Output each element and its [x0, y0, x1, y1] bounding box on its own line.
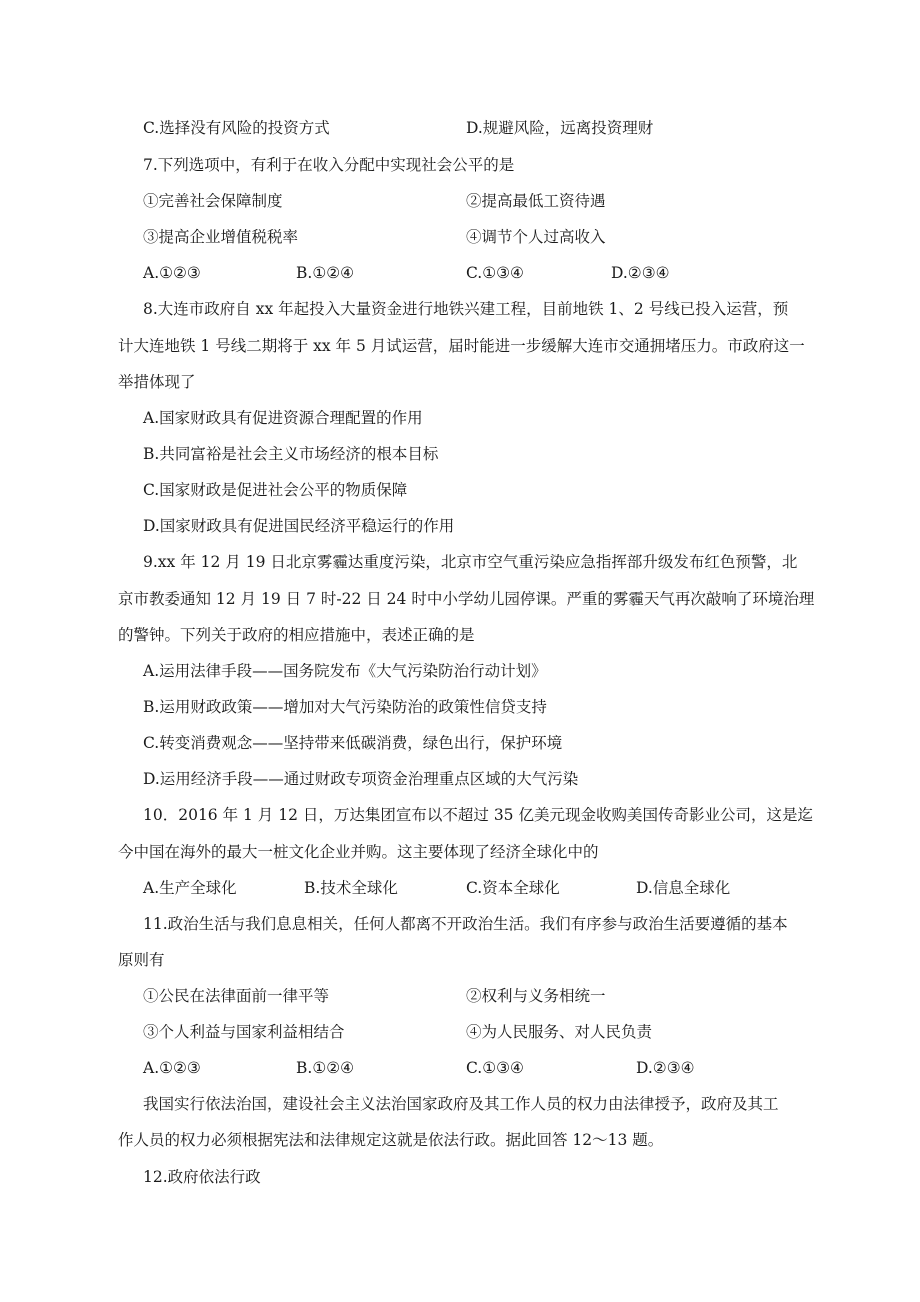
q7-option-d: D.②③④ — [611, 264, 670, 282]
q9-option-d: D.运用经济手段——通过财政专项资金治理重点区域的大气污染 — [143, 770, 579, 788]
q9-option-a: A.运用法律手段——国务院发布《大气污染防治行动计划》 — [143, 662, 547, 680]
q6-option-d: D.规避风险，远离投资理财 — [466, 119, 654, 137]
q8-stem-line-3: 举措体现了 — [118, 373, 196, 391]
q8-option-c: C.国家财政是促进社会公平的物质保障 — [143, 481, 408, 499]
q10-option-d: D.信息全球化 — [636, 879, 731, 897]
q10-option-a: A.生产全球化 — [143, 879, 237, 897]
q11-option-d: D.②③④ — [636, 1059, 695, 1077]
passage-line-1: 我国实行依法治国，建设社会主义法治国家政府及其工作人员的权力由法律授予，政府及其工 — [143, 1095, 779, 1113]
q11-item-2: ②权利与义务相统一 — [466, 987, 606, 1005]
passage-line-2: 作人员的权力必须根据宪法和法律规定这就是依法行政。据此回答 12～13 题。 — [118, 1131, 664, 1149]
q7-option-b: B.①②④ — [296, 264, 355, 282]
q8-option-b: B.共同富裕是社会主义市场经济的根本目标 — [143, 445, 439, 463]
q12-stem: 12.政府依法行政 — [143, 1168, 261, 1186]
q7-item-1: ①完善社会保障制度 — [143, 192, 283, 210]
q7-item-2: ②提高最低工资待遇 — [466, 192, 606, 210]
q11-item-3: ③个人利益与国家利益相结合 — [143, 1023, 345, 1041]
q9-option-b: B.运用财政政策——增加对大气污染防治的政策性信贷支持 — [143, 698, 547, 716]
q9-option-c: C.转变消费观念——坚持带来低碳消费，绿色出行，保护环境 — [143, 734, 563, 752]
q7-option-a: A.①②③ — [143, 264, 201, 282]
q10-option-c: C.资本全球化 — [466, 879, 560, 897]
q7-item-3: ③提高企业增值税税率 — [143, 228, 299, 246]
q7-item-4: ④调节个人过高收入 — [466, 228, 606, 246]
q11-stem-line-1: 11.政治生活与我们息息相关，任何人都离不开政治生活。我们有序参与政治生活要遵循的基本 — [143, 915, 788, 933]
q8-option-d: D.国家财政具有促进国民经济平稳运行的作用 — [143, 517, 455, 535]
q9-stem-line-2: 京市教委通知 12 月 19 日 7 时-22 日 24 时中小学幼儿园停课。严重的雾霾天气再次敲响了环境治理 — [118, 590, 815, 608]
q11-option-b: B.①②④ — [296, 1059, 355, 1077]
q9-stem-line-3: 的警钟。下列关于政府的相应措施中，表述正确的是 — [118, 626, 475, 644]
q8-stem-line-1: 8.大连市政府自 xx 年起投入大量资金进行地铁兴建工程，目前地铁 1、2 号线已投入运营，预 — [143, 300, 789, 318]
q7-stem: 7.下列选项中，有利于在收入分配中实现社会公平的是 — [143, 156, 515, 174]
q8-option-a: A.国家财政具有促进资源合理配置的作用 — [143, 409, 423, 427]
q10-stem-line-1: 10．2016 年 1 月 12 日，万达集团宣布以不超过 35 亿美元现金收购美国传奇影业公司，这是迄 — [143, 806, 813, 824]
q11-stem-line-2: 原则有 — [118, 951, 165, 969]
q11-option-c: C.①③④ — [466, 1059, 524, 1077]
q9-stem-line-1: 9.xx 年 12 月 19 日北京雾霾达重度污染，北京市空气重污染应急指挥部升级发布红色预警，北 — [143, 553, 798, 571]
q11-option-a: A.①②③ — [143, 1059, 201, 1077]
q11-item-4: ④为人民服务、对人民负责 — [466, 1023, 653, 1041]
q7-option-c: C.①③④ — [466, 264, 524, 282]
q8-stem-line-2: 计大连地铁 1 号线二期将于 xx 年 5 月试运营，届时能进一步缓解大连市交通拥堵压力。市政府这一 — [118, 337, 805, 355]
q10-option-b: B.技术全球化 — [304, 879, 398, 897]
q6-option-c: C.选择没有风险的投资方式 — [143, 119, 330, 137]
q10-stem-line-2: 今中国在海外的最大一桩文化企业并购。这主要体现了经济全球化中的 — [118, 843, 599, 861]
q11-item-1: ①公民在法律面前一律平等 — [143, 987, 330, 1005]
